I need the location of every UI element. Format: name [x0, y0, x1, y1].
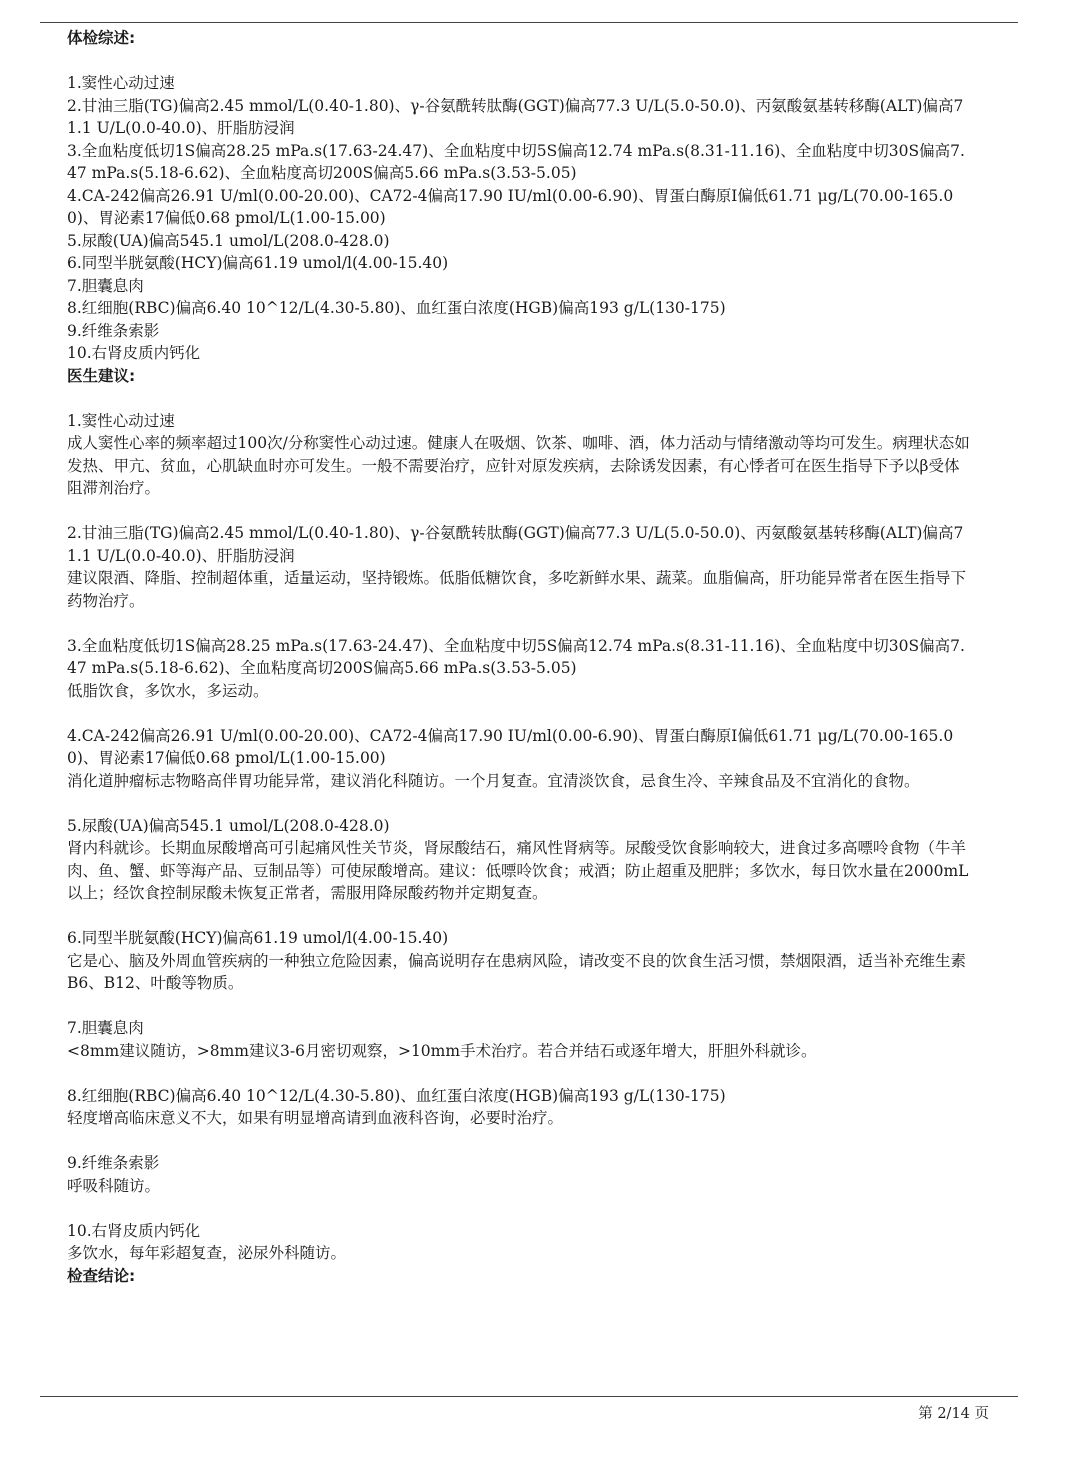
summary-item: 2.甘油三脂(TG)偏高2.45 mmol/L(0.40-1.80)、γ-谷氨酰转肽酶(GGT)偏高77.3 U/L(5.0-50.0)、丙氨酸氨基转移酶(ALT)偏高71.1 U/L(0.0-40.0)、肝脂肪浸润	[67, 96, 964, 137]
advice-text: 成人窦性心率的频率超过100次/分称窦性心动过速。健康人在吸烟、饮茶、咖啡、酒，体力活动与情绪激动等均可发生。病理状态如发热、甲亢、贫血，心肌缺血时亦可发生。一般不需要治疗，应针对原发疾病，去除诱发因素，有心悸者可在医生指导下予以β受体阻滞剂治疗。	[67, 434, 970, 497]
summary-item: 1.窦性心动过速	[67, 74, 175, 92]
advice-title: 2.甘油三脂(TG)偏高2.45 mmol/L(0.40-1.80)、γ-谷氨酰转肽酶(GGT)偏高77.3 U/L(5.0-50.0)、丙氨酸氨基转移酶(ALT)偏高71.1 U/L(0.0-40.0)、肝脂肪浸润	[67, 524, 964, 565]
summary-item: 8.红细胞(RBC)偏高6.40 10^12/L(4.30-5.80)、血红蛋白浓度(HGB)偏高193 g/L(130-175)	[67, 299, 726, 317]
advice-block	[67, 1220, 972, 1265]
conclusion-heading: 检查结论:	[67, 1266, 136, 1285]
advice-block	[67, 1017, 972, 1062]
summary-heading: 体检综述:	[67, 29, 136, 47]
summary-list	[67, 72, 972, 365]
summary-item: 6.同型半胱氨酸(HCY)偏高61.19 umol/l(4.00-15.40)	[67, 254, 449, 272]
page-number: 第 2/14 页	[918, 1406, 989, 1422]
advice-block	[67, 815, 972, 905]
advice-text: 呼吸科随访。	[67, 1176, 161, 1195]
report-body	[67, 27, 972, 1287]
advice-text: 消化道肿瘤标志物略高伴胃功能异常，建议消化科随访。一个月复查。宜清淡饮食，忌食生冷、辛辣食品及不宜消化的食物。	[67, 771, 920, 790]
summary-item: 9.纤维条索影	[67, 321, 160, 340]
top-rule	[40, 22, 1018, 23]
advice-title: 10.右肾皮质内钙化	[67, 1221, 201, 1240]
advice-title: 3.全血粘度低切1S偏高28.25 mPa.s(17.63-24.47)、全血粘度中切5S偏高12.74 mPa.s(8.31-11.16)、全血粘度中切30S偏高7.47 mPa.s(5.18-6.62)、全血粘度高切200S偏高5.66 mPa.s(3.53-5.05)	[67, 636, 965, 677]
advice-block	[67, 725, 972, 793]
summary-item: 10.右肾皮质内钙化	[67, 344, 201, 362]
advice-title: 1.窦性心动过速	[67, 411, 175, 430]
advice-text: 建议限酒、降脂、控制超体重，适量运动，坚持锻炼。低脂低糖饮食，多吃新鲜水果、蔬菜。血脂偏高，肝功能异常者在医生指导下药物治疗。	[67, 569, 967, 610]
advice-block	[67, 410, 972, 500]
summary-item: 3.全血粘度低切1S偏高28.25 mPa.s(17.63-24.47)、全血粘度中切5S偏高12.74 mPa.s(8.31-11.16)、全血粘度中切30S偏高7.47 mPa.s(5.18-6.62)、全血粘度高切200S偏高5.66 mPa.s(3.53-5.05)	[67, 141, 965, 182]
advice-title: 9.纤维条索影	[67, 1154, 160, 1172]
advice-text: 多饮水，每年彩超复查，泌尿外科随访。	[67, 1244, 347, 1262]
advice-block	[67, 1085, 972, 1130]
advice-text: 轻度增高临床意义不大，如果有明显增高请到血液科咨询，必要时治疗。	[67, 1109, 564, 1127]
advice-title: 6.同型半胱氨酸(HCY)偏高61.19 umol/l(4.00-15.40)	[67, 929, 449, 947]
summary-item: 4.CA-242偏高26.91 U/ml(0.00-20.00)、CA72-4偏高17.90 IU/ml(0.00-6.90)、胃蛋白酶原I偏低61.71 μg/L(70.00-165.00)、胃泌素17偏低0.68 pmol/L(1.00-15.00)	[67, 186, 954, 227]
advice-block	[67, 1152, 972, 1197]
advice-title: 5.尿酸(UA)偏高545.1 umol/L(208.0-428.0)	[67, 816, 390, 835]
advice-title: 4.CA-242偏高26.91 U/ml(0.00-20.00)、CA72-4偏高17.90 IU/ml(0.00-6.90)、胃蛋白酶原I偏低61.71 μg/L(70.00-165.00)、胃泌素17偏低0.68 pmol/L(1.00-15.00)	[67, 726, 954, 767]
advice-title: 7.胆囊息肉	[67, 1019, 144, 1037]
summary-item: 7.胆囊息肉	[67, 276, 144, 295]
advice-block	[67, 927, 972, 995]
advice-text: <8mm建议随访，>8mm建议3-6月密切观察，>10mm手术治疗。若合并结石或逐年增大，肝胆外科就诊。	[67, 1041, 817, 1060]
advice-text: 它是心、脑及外周血管疾病的一种独立危险因素，偏高说明存在患病风险，请改变不良的饮食生活习惯，禁烟限酒，适当补充维生素B6、B12、叶酸等物质。	[67, 951, 967, 992]
advice-title: 8.红细胞(RBC)偏高6.40 10^12/L(4.30-5.80)、血红蛋白浓度(HGB)偏高193 g/L(130-175)	[67, 1086, 726, 1105]
summary-item: 5.尿酸(UA)偏高545.1 umol/L(208.0-428.0)	[67, 231, 390, 250]
advice-text: 肾内科就诊。长期血尿酸增高可引起痛风性关节炎，肾尿酸结石，痛风性肾病等。尿酸受饮食影响较大，进食过多高嘌呤食物（牛羊肉、鱼、蟹、虾等海产品、豆制品等）可使尿酸增高。建议：低嘌呤饮食；戒酒；防止超重及肥胖；多饮水，每日饮水量在2000mL以上；经饮食控制尿酸未恢复正常者，需服用降尿酸药物并定期复查。	[67, 839, 969, 902]
advice-heading: 医生建议:	[67, 366, 136, 385]
advice-block	[67, 522, 972, 612]
bottom-rule	[40, 1396, 1018, 1397]
advice-text: 低脂饮食，多饮水，多运动。	[67, 681, 269, 700]
advice-block	[67, 635, 972, 703]
